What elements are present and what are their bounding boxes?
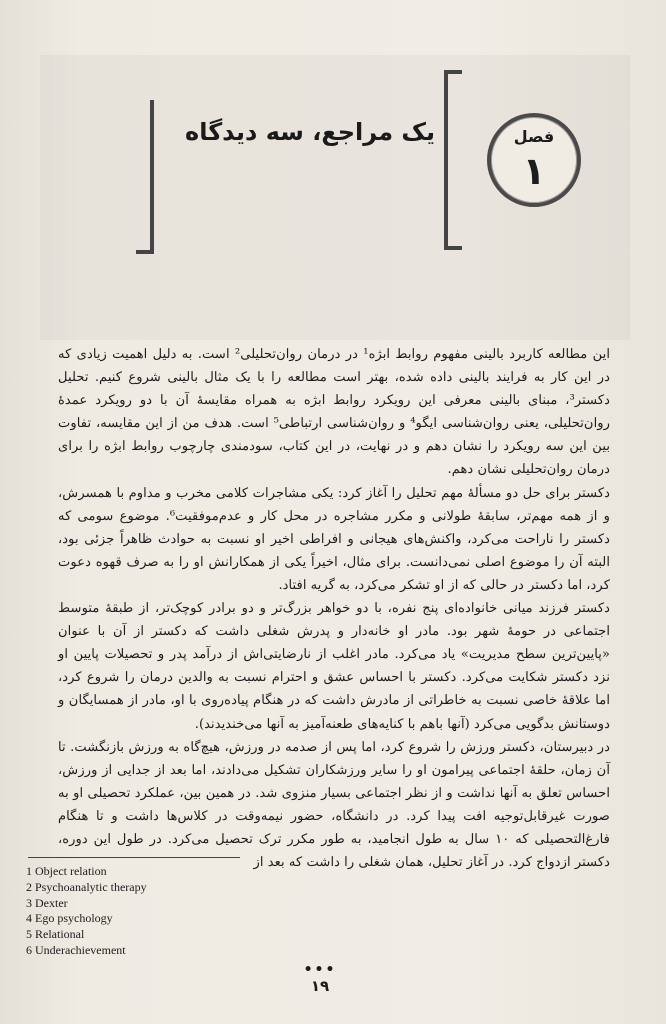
chapter-title: یک مراجع، سه دیدگاه — [185, 118, 435, 146]
chapter-label: فصل — [513, 127, 555, 146]
footnote: 1 Object relation — [26, 864, 107, 878]
footnote-divider — [28, 857, 240, 858]
chapter-bracket-right — [444, 70, 462, 250]
footnotes — [26, 864, 147, 959]
footnote: 5 Relational — [26, 927, 85, 942]
footnote: 4 Ego psychology — [26, 911, 113, 926]
paragraph: در دبیرستان، دکستر ورزش را شروع کرد، اما پس از صدمه در ورزش، هیچ‌گاه به ورزش بازنگشت. تا آن زمان، حلقهٔ اجتماعی پیرامون او را سایر ورزشکاران تشکیل می‌دادند، اما بعد از جدایی از ورزش، احساس تعلق به آنها نداشت و از نظر اجتماعی بسیار منزوی شد. در همین بین، عملکرد تحصیلی او به صورت غیرقابل‌توجیه افت پیدا کرد. در دانشگاه، حضور نیمه‌وقت در کلاس‌ها داشت و تا هنگام فارغ‌التحصیلی که ۱۰ سال به طول انجامید، به طور مکرر ترک تحصیل می‌کرد. در طول این دوره، دکستر ازدواج کرد. در آغاز تحلیل، همان شغلی را داشت که بعد از — [58, 739, 610, 871]
footnote: 2 Psychoanalytic therapy — [26, 879, 147, 894]
footnote: 3 Dexter — [26, 895, 68, 910]
chapter-badge — [487, 113, 581, 207]
chapter-bracket-left — [136, 100, 154, 254]
page-number: ۱۹ — [310, 977, 330, 995]
chapter-number: ۱ — [522, 149, 546, 193]
paragraph: این مطالعه کاربرد بالینی مفهوم روابط ابژه¹ در درمان روان‌تحلیلی² است. به دلیل اهمیت زیادی که در این کار به فرایند بالینی داده شده، بهتر است مطالعه را با یک مثال بالینی شروع کنیم. تحلیل دکستر³، مبنای بالینی معرفی این رویکرد روابط ابژه به همراه مقایسهٔ آن با دو رویکرد عمدهٔ روان‌تحلیلی، یعنی روان‌شناسی ایگو⁴ و روان‌شناسی ارتباطی⁵ است. هدف من از این مقایسه، تفاوت بین این سه رویکرد را نشان دهم و در نهایت، در این کتاب، سودمندی چارچوب روابط ابژه را برای درمان روان‌تحلیلی نشان دهم. — [58, 347, 610, 478]
paragraph: دکستر فرزند میانی خانواده‌ای پنج نفره، با دو خواهر بزرگ‌تر و دو برادر کوچک‌تر، از طبقهٔ متوسط اجتماعی در حومهٔ شهر بود. مادر او خانه‌دار و پدرش شغلی داشت که دکستر از آن با عنوان «پایین‌ترین سطح مدیریت» یاد می‌کرد. مادر اغلب از نارضایتی‌اش از درآمد پدر و تحصیلات پایین او نزد دکستر شکایت می‌کرد. دکستر با احساس عشق و احترام نسبت به والدین درمان را شروع کرد، اما علاقهٔ خاصی نسبت به خاطراتی از مادرش داشت که در هنگام پیاده‌روی با او، مادر از همسایگان و دوستانش بدگویی می‌کرد (آنها باهم با کنایه‌های طعنه‌آمیز به آنها می‌خندیدند). — [58, 601, 610, 732]
page-ornament: ••• — [303, 962, 337, 978]
body-text — [58, 343, 610, 874]
paragraph: دکستر برای حل دو مسألهٔ مهم تحلیل را آغاز کرد: یکی مشاجرات کلامی مخرب و مداوم با همسرش، و از همه مهم‌تر، سابقهٔ طولانی و مکرر مشاجره در محل کار و عدم‌موفقیت⁶. موضوع سومی که دکستر را ناراحت می‌کرد، واکنش‌های هیجانی و افراطی اخیر او نسبت به حوادث ظاهراً جزئی بود، البته آن را موضوع اصلی نمی‌دانست. برای مثال، اخیراً یکی از همکارانش او را به صرف قهوه دعوت کرد، اما دکستر در حالی که از او تشکر می‌کرد، به گریه افتاد. — [58, 485, 610, 593]
footnote: 6 Underachievement — [26, 942, 126, 957]
